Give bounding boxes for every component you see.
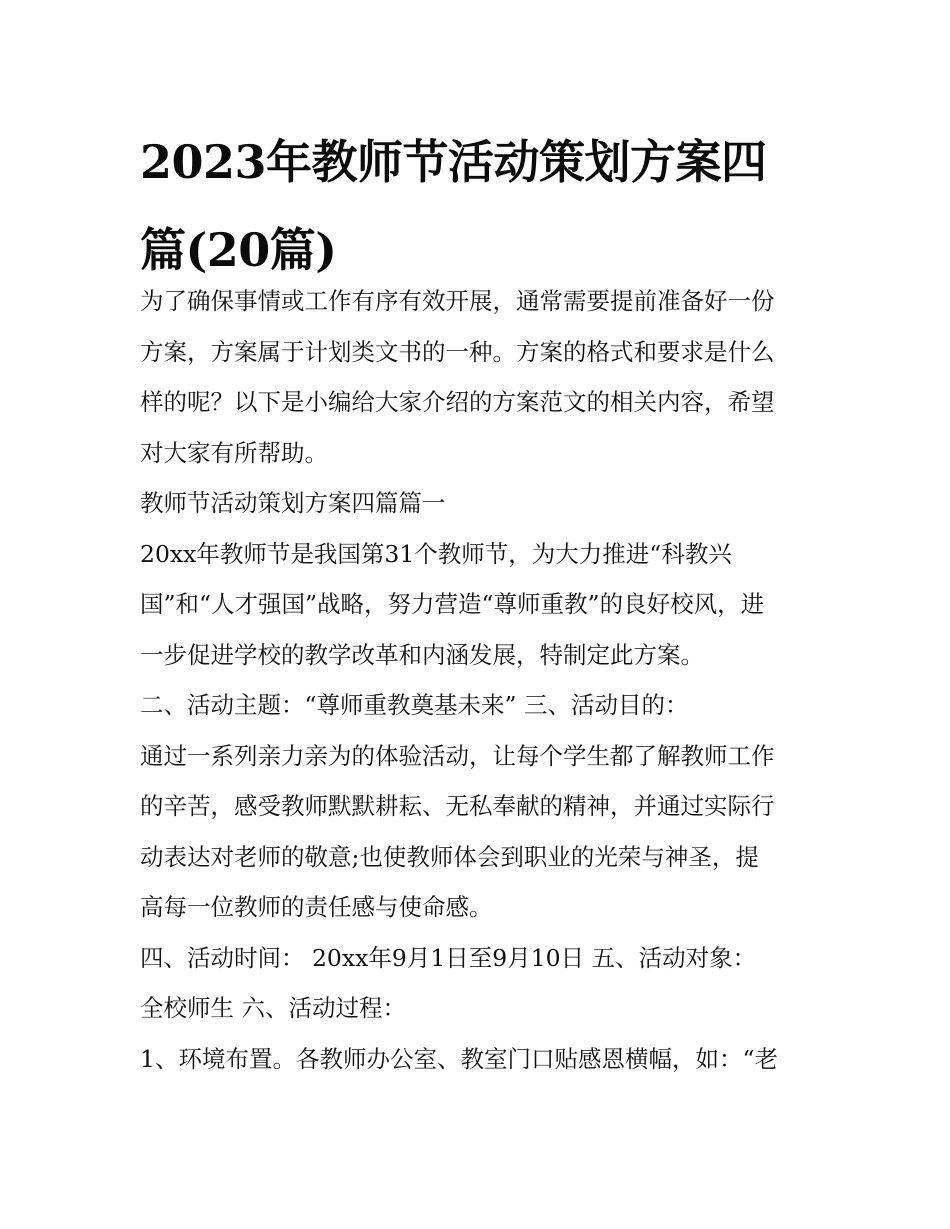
document-body	[140, 276, 820, 1084]
paragraph-line: 全校师生 六、活动过程：	[140, 994, 406, 1022]
document-title	[140, 118, 820, 294]
intro-paragraph-line: 对大家有所帮助。	[140, 438, 328, 467]
title-line: 篇(20篇)	[140, 223, 337, 277]
intro-paragraph-line: 方案，方案属于计划类文书的一种。方案的格式和要求是什么	[140, 337, 775, 366]
paragraph-line: 高每一位教师的责任感与使命感。	[140, 893, 493, 921]
intro-paragraph-line: 样的呢？以下是小编给大家介绍的方案范文的相关内容，希望	[140, 388, 775, 416]
paragraph-line: 动表达对老师的敬意;也使教师体会到职业的光荣与神圣，提	[140, 842, 759, 871]
paragraph-line: 四、活动时间： 20xx年9月1日至9月10日 五、活动对象：	[140, 943, 757, 972]
paragraph-line: 国”和“人才强国”战略，努力营造“尊师重教”的良好校风，进	[140, 590, 765, 618]
paragraph-line: 通过一系列亲力亲为的体验活动，让每个学生都了解教师工作	[140, 741, 775, 770]
paragraph-line: 1、环境布置。各教师办公室、教室门口贴感恩横幅，如：“老	[140, 1044, 778, 1073]
paragraph-line: 的辛苦，感受教师默默耕耘、无私奉献的精神，并通过实际行	[140, 792, 775, 820]
section-heading: 教师节活动策划方案四篇篇一	[140, 489, 446, 517]
title-line: 2023年教师节活动策划方案四	[140, 135, 767, 189]
paragraph-line: 一步促进学校的教学改革和内涵发展，特制定此方案。	[140, 640, 704, 669]
paragraph-line: 20xx年教师节是我国第31个教师节，为大力推进“科教兴	[140, 539, 732, 568]
paragraph-line: 二、活动主题：“尊师重教奠基未来” 三、活动目的：	[140, 691, 689, 719]
intro-paragraph-line: 为了确保事情或工作有序有效开展，通常需要提前准备好一份	[140, 287, 775, 315]
